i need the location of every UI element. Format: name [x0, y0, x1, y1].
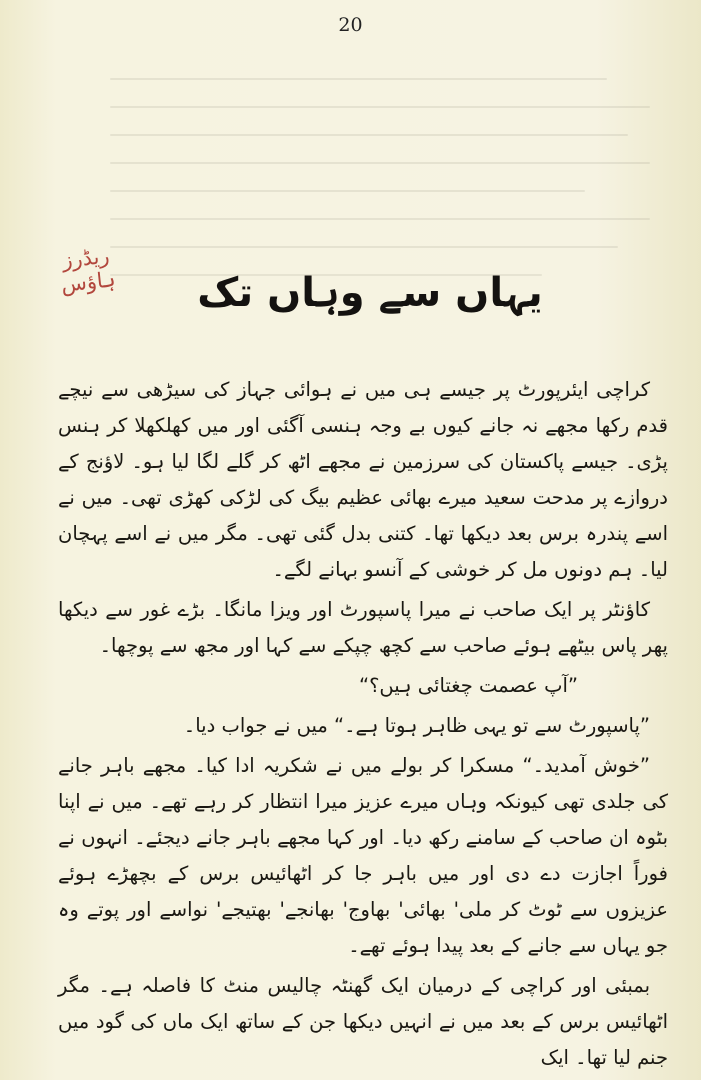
page-number: 20 [338, 14, 363, 36]
chapter-title: یہاں سے وہاں تک [197, 270, 543, 316]
paragraph-4: ”پاسپورٹ سے تو یہی ظاہر ہوتا ہے۔“ میں نے جواب دیا۔ [183, 714, 650, 737]
paragraph-5: ”خوش آمدید۔“ مسکرا کر بولے میں نے شکریہ ادا کیا۔ مجھے باہر جانے کی جلدی تھی کیونکہ وہاں میرے عزیز میرا انتظار کر رہے تھے۔ میں نے اپنا بٹوہ ان صاحب کے سامنے رکھ دیا۔ اور کہا مجھے باہر جانے دیجئے۔ انہوں نے فوراً اجازت دے دی اور میں باہر جا کر اٹھائیس برس کے بچھڑے ہوئے عزیزوں سے ٹوٹ کر ملی' بھائی' بھاوج' بھانجے' بھتیجے' نواسے اور پوتے وہ جو یہاں سے جانے کے بعد پیدا ہوئے تھے۔ [58, 754, 668, 957]
publisher-stamp: ریڈرز ہاؤس [59, 243, 117, 297]
paragraph-3: ”آپ عصمت چغتائی ہیں؟“ [358, 674, 578, 697]
paragraph-2: کاؤنٹر پر ایک صاحب نے میرا پاسپورٹ اور ویزا مانگا۔ بڑے غور سے دیکھا پھر پاس بیٹھے ہوئے صاحب سے کچھ چپکے سے کہا اور مجھ سے پوچھا۔ [58, 598, 668, 657]
paragraph-6: بمبئی اور کراچی کے درمیان ایک گھنٹہ چالیس منٹ کا فاصلہ ہے۔ مگر اٹھائیس برس کے بعد میں نے انہیں دیکھا جن کے ساتھ ایک ماں کی گود میں جنم لیا تھا۔ ایک [58, 974, 668, 1069]
paragraph-1: کراچی ایئرپورٹ پر جیسے ہی میں نے ہوائی جہاز کی سیڑھی سے نیچے قدم رکھا مجھے نہ جانے کیوں بے وجہ ہنسی آگئی اور میں کھلکھلا کر ہنس پڑی۔ جیسے پاکستان کی سرزمین نے مجھے اٹھ کر گلے لگا لیا ہو۔ لاؤنج کے دروازے پر مدحت سعید میرے بھائی عظیم بیگ کی لڑکی کھڑی تھی۔ میں نے اسے پندرہ برس بعد دیکھا تھا۔ کتنی بدل گئی تھی۔ مگر میں نے اسے پہچان لیا۔ ہم دونوں مل کر خوشی کے آنسو بہانے لگے۔ [58, 378, 668, 581]
body-text [58, 372, 668, 1080]
